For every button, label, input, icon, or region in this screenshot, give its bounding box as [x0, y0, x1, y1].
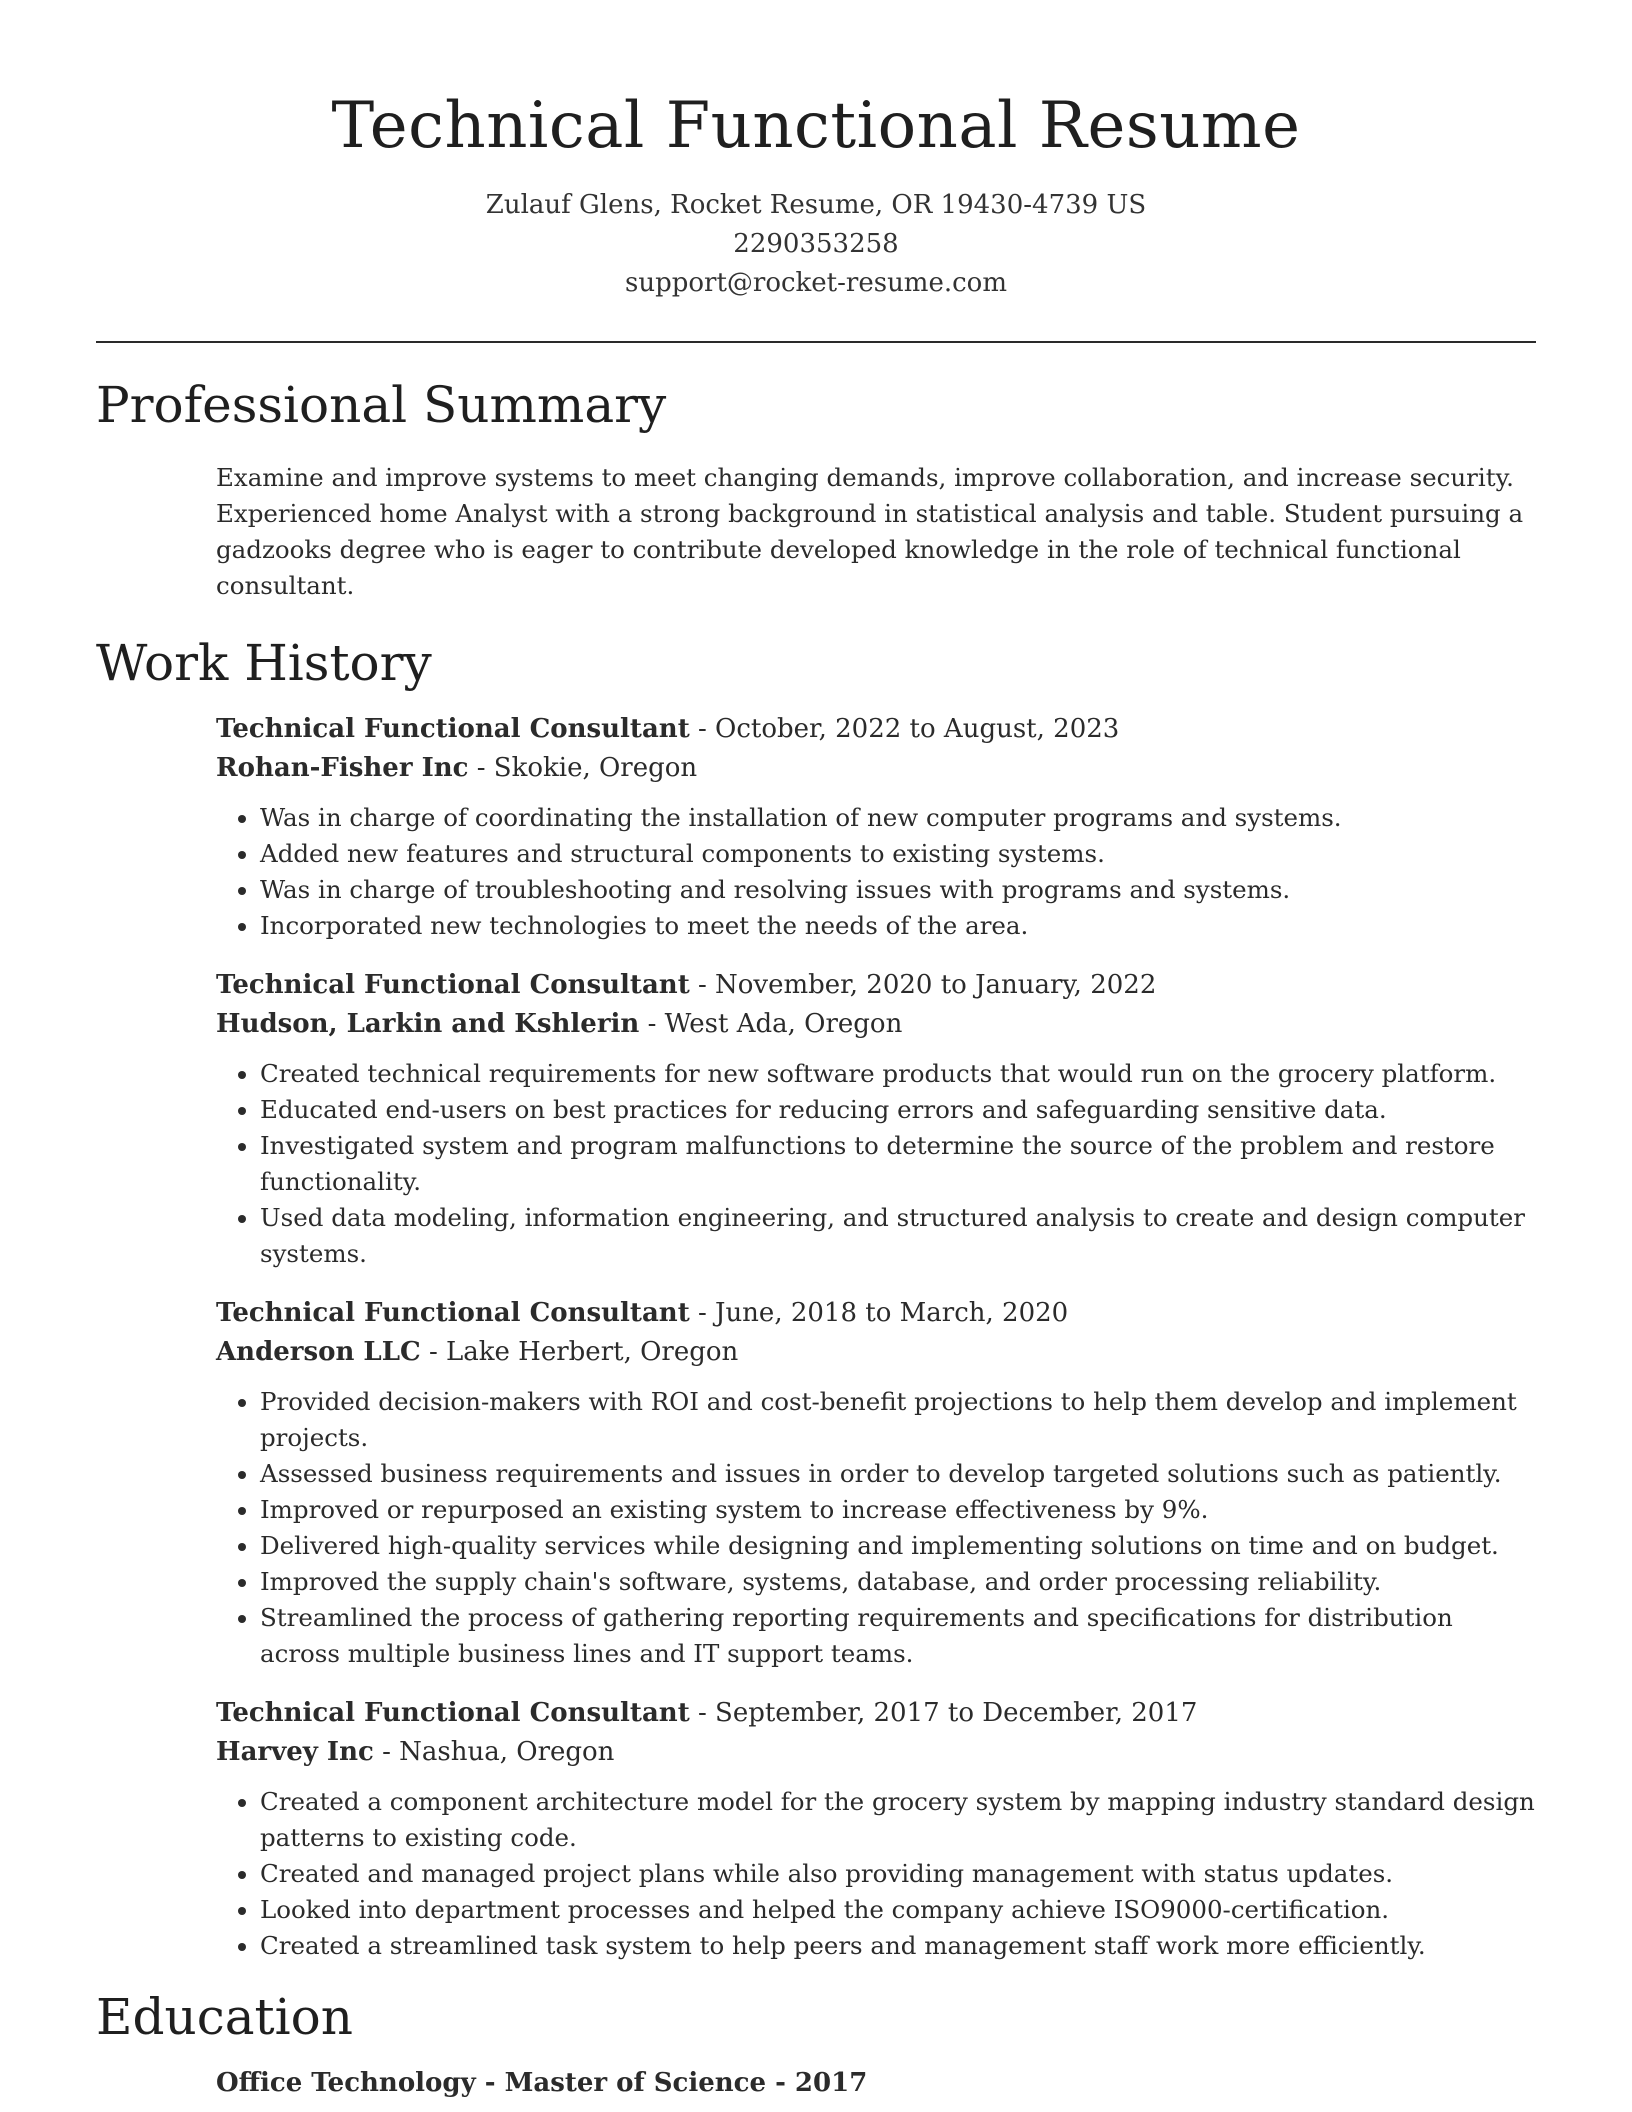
job-company: Harvey Inc [216, 1737, 374, 1767]
education-degree: Office Technology - Master of Science - 2017 [216, 2068, 868, 2098]
job-title: Technical Functional Consultant [216, 1298, 690, 1328]
job-company: Anderson LLC [216, 1337, 421, 1367]
job-bullets [216, 1784, 1536, 1964]
education-section [96, 1982, 1536, 2103]
job-title-line [216, 966, 1536, 1005]
resume-title: Technical Functional Resume [331, 89, 1301, 163]
job-company-line [216, 1005, 1536, 1044]
work-history-heading: Work History [96, 634, 432, 692]
job-bullet: • Was in charge of coordinating the installation of new computer programs and systems. [260, 800, 1536, 836]
job-bullet: • Assessed business requirements and issues in order to develop targeted solutions such as patiently. [260, 1456, 1536, 1492]
job-bullet: • Improved the supply chain's software, systems, database, and order processing reliability. [260, 1564, 1536, 1600]
job-location: - Nashua, Oregon [373, 1737, 615, 1767]
job-entry [216, 710, 1536, 944]
job-dates: - September, 2017 to December, 2017 [689, 1698, 1198, 1728]
job-bullet: • Looked into department processes and helped the company achieve ISO9000-certification. [260, 1892, 1536, 1928]
contact-email: support@rocket-resume.com [624, 268, 1007, 298]
job-bullet: • Created a component architecture model for the grocery system by mapping industry standard design patterns to existing code. [260, 1784, 1536, 1856]
job-bullet: • Created and managed project plans while also providing management with status updates. [260, 1856, 1536, 1892]
contact-address: Zulauf Glens, Rocket Resume, OR 19430-4739 US [485, 190, 1147, 220]
job-bullets [216, 800, 1536, 944]
job-title: Technical Functional Consultant [216, 714, 690, 744]
resume-header [0, 0, 1632, 303]
job-bullet: • Educated end-users on best practices for reducing errors and safeguarding sensitive data. [260, 1092, 1536, 1128]
job-bullet: • Provided decision-makers with ROI and cost-benefit projections to help them develop and implement projects. [260, 1384, 1536, 1456]
job-title-line [216, 1294, 1536, 1333]
job-bullet: • Created a streamlined task system to help peers and management staff work more efficiently. [260, 1928, 1536, 1964]
education-heading: Education [96, 1988, 353, 2046]
contact-block [0, 186, 1632, 303]
job-dates: - June, 2018 to March, 2020 [689, 1298, 1069, 1328]
job-bullets [216, 1384, 1536, 1672]
job-bullets [216, 1056, 1536, 1272]
job-entry [216, 966, 1536, 1272]
summary-text: Examine and improve systems to meet changing demands, improve collaboration, and increase security. Experienced home Analyst with a strong background in statistical analysis and table. Student pursuing a gadzooks degree who is eager to contribute developed knowledge in the role of technical functional consultant. [216, 463, 1524, 600]
job-title-line [216, 710, 1536, 749]
job-dates: - October, 2022 to August, 2023 [689, 714, 1120, 744]
summary-body [216, 460, 1536, 604]
work-history-section [96, 628, 1536, 1964]
job-company: Rohan-Fisher Inc [216, 753, 469, 783]
job-entry [216, 1294, 1536, 1672]
contact-phone: 2290353258 [733, 229, 899, 259]
job-bullet: • Improved or repurposed an existing system to increase effectiveness by 9%. [260, 1492, 1536, 1528]
job-dates: - November, 2020 to January, 2022 [689, 970, 1157, 1000]
job-company: Hudson, Larkin and Kshlerin [216, 1009, 640, 1039]
summary-heading: Professional Summary [96, 376, 667, 434]
resume-content [96, 370, 1536, 2103]
work-history-body [216, 710, 1536, 1964]
job-entry [216, 1694, 1536, 1964]
job-bullet: • Streamlined the process of gathering reporting requirements and specifications for distribution across multiple business lines and IT support teams. [260, 1600, 1536, 1672]
job-title: Technical Functional Consultant [216, 1698, 690, 1728]
summary-section [96, 370, 1536, 604]
education-entry [216, 2064, 1536, 2103]
job-company-line [216, 749, 1536, 788]
job-location: - West Ada, Oregon [639, 1009, 903, 1039]
job-bullet: • Incorporated new technologies to meet the needs of the area. [260, 908, 1536, 944]
education-body [216, 2064, 1536, 2103]
job-location: - Skokie, Oregon [468, 753, 698, 783]
job-company-line [216, 1733, 1536, 1772]
job-location: - Lake Herbert, Oregon [420, 1337, 739, 1367]
job-title-line [216, 1694, 1536, 1733]
job-bullet: • Used data modeling, information engineering, and structured analysis to create and design computer systems. [260, 1200, 1536, 1272]
job-bullet: • Was in charge of troubleshooting and resolving issues with programs and systems. [260, 872, 1536, 908]
job-bullet: • Created technical requirements for new software products that would run on the grocery platform. [260, 1056, 1536, 1092]
job-title: Technical Functional Consultant [216, 970, 690, 1000]
job-company-line [216, 1333, 1536, 1372]
job-bullet: • Delivered high-quality services while designing and implementing solutions on time and on budget. [260, 1528, 1536, 1564]
job-bullet: • Added new features and structural components to existing systems. [260, 836, 1536, 872]
header-divider [96, 341, 1536, 343]
job-bullet: • Investigated system and program malfunctions to determine the source of the problem and restore functionality. [260, 1128, 1536, 1200]
